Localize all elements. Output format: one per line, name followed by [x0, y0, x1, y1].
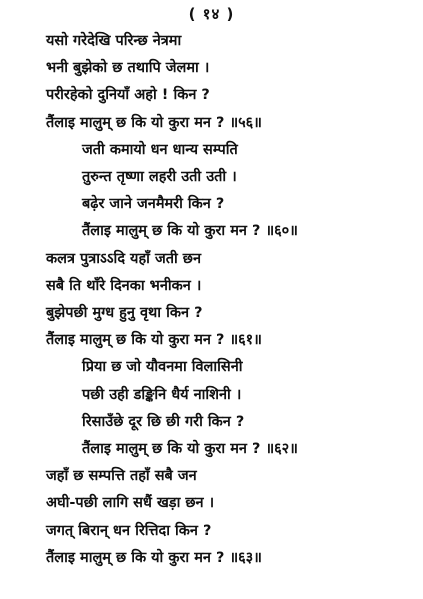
verse-line: पछी उही डङ्किनि धैर्य नाशिनी । [82, 386, 242, 403]
verse-line: यसो गरेदेखि परिन्छ नेत्रमा [46, 33, 182, 49]
verse-line: तैंलाइ मालुम् छ कि यो कुरा मन ? ॥६२॥ [82, 441, 298, 457]
verse-line: जहाँ छ सम्पत्ति तहाँ सबै जन [46, 468, 197, 485]
verse-line: भनी बुझेको छ तथापि जेलमा । [46, 60, 210, 77]
verse-line: तैंलाइ मालुम् छ कि यो कुरा मन ? ॥५६॥ [46, 114, 262, 131]
verse-line: सबै ति थाँरे दिनका भनीकन । [46, 277, 202, 294]
verse-line: परीरहेको दुनियाँ अहो ! किन ? [46, 87, 210, 104]
verse-line: जगत् बिरान् धन रित्तिदा किन ? [46, 522, 212, 539]
verse-line: कलत्र पुत्राऽऽदि यहाँ जती छन [46, 250, 202, 267]
verse-line: रिसाउँछे दूर छि छी गरी किन ? [82, 413, 245, 430]
verse-line: तुरुन्त तृष्णा लहरी उती उती । [82, 169, 237, 185]
verse-line: प्रिया छ जो यौवनमा विलासिनी [82, 359, 243, 376]
verse-line: बढ़ेर जाने जनमैमरी किन ? [82, 196, 225, 213]
verse-line: बुझेपछी मुग्ध हुनु वृथा किन ? [46, 305, 203, 321]
page-number: ( १४ ) [188, 5, 235, 23]
verse-line: अघी-पछी लागि सधैं खड़ा छन । [46, 495, 215, 512]
verse-line: जती कमायो धन धान्य सम्पति [82, 141, 238, 158]
verse-line: तैंलाइ मालुम् छ कि यो कुरा मन ? ॥६०॥ [82, 223, 298, 240]
verse-line: तैंलाइ मालुम् छ कि यो कुरा मन ? ॥६३॥ [46, 549, 262, 566]
verse-line: तैंलाइ मालुम् छ कि यो कुरा मन ? ॥६१॥ [46, 332, 262, 349]
